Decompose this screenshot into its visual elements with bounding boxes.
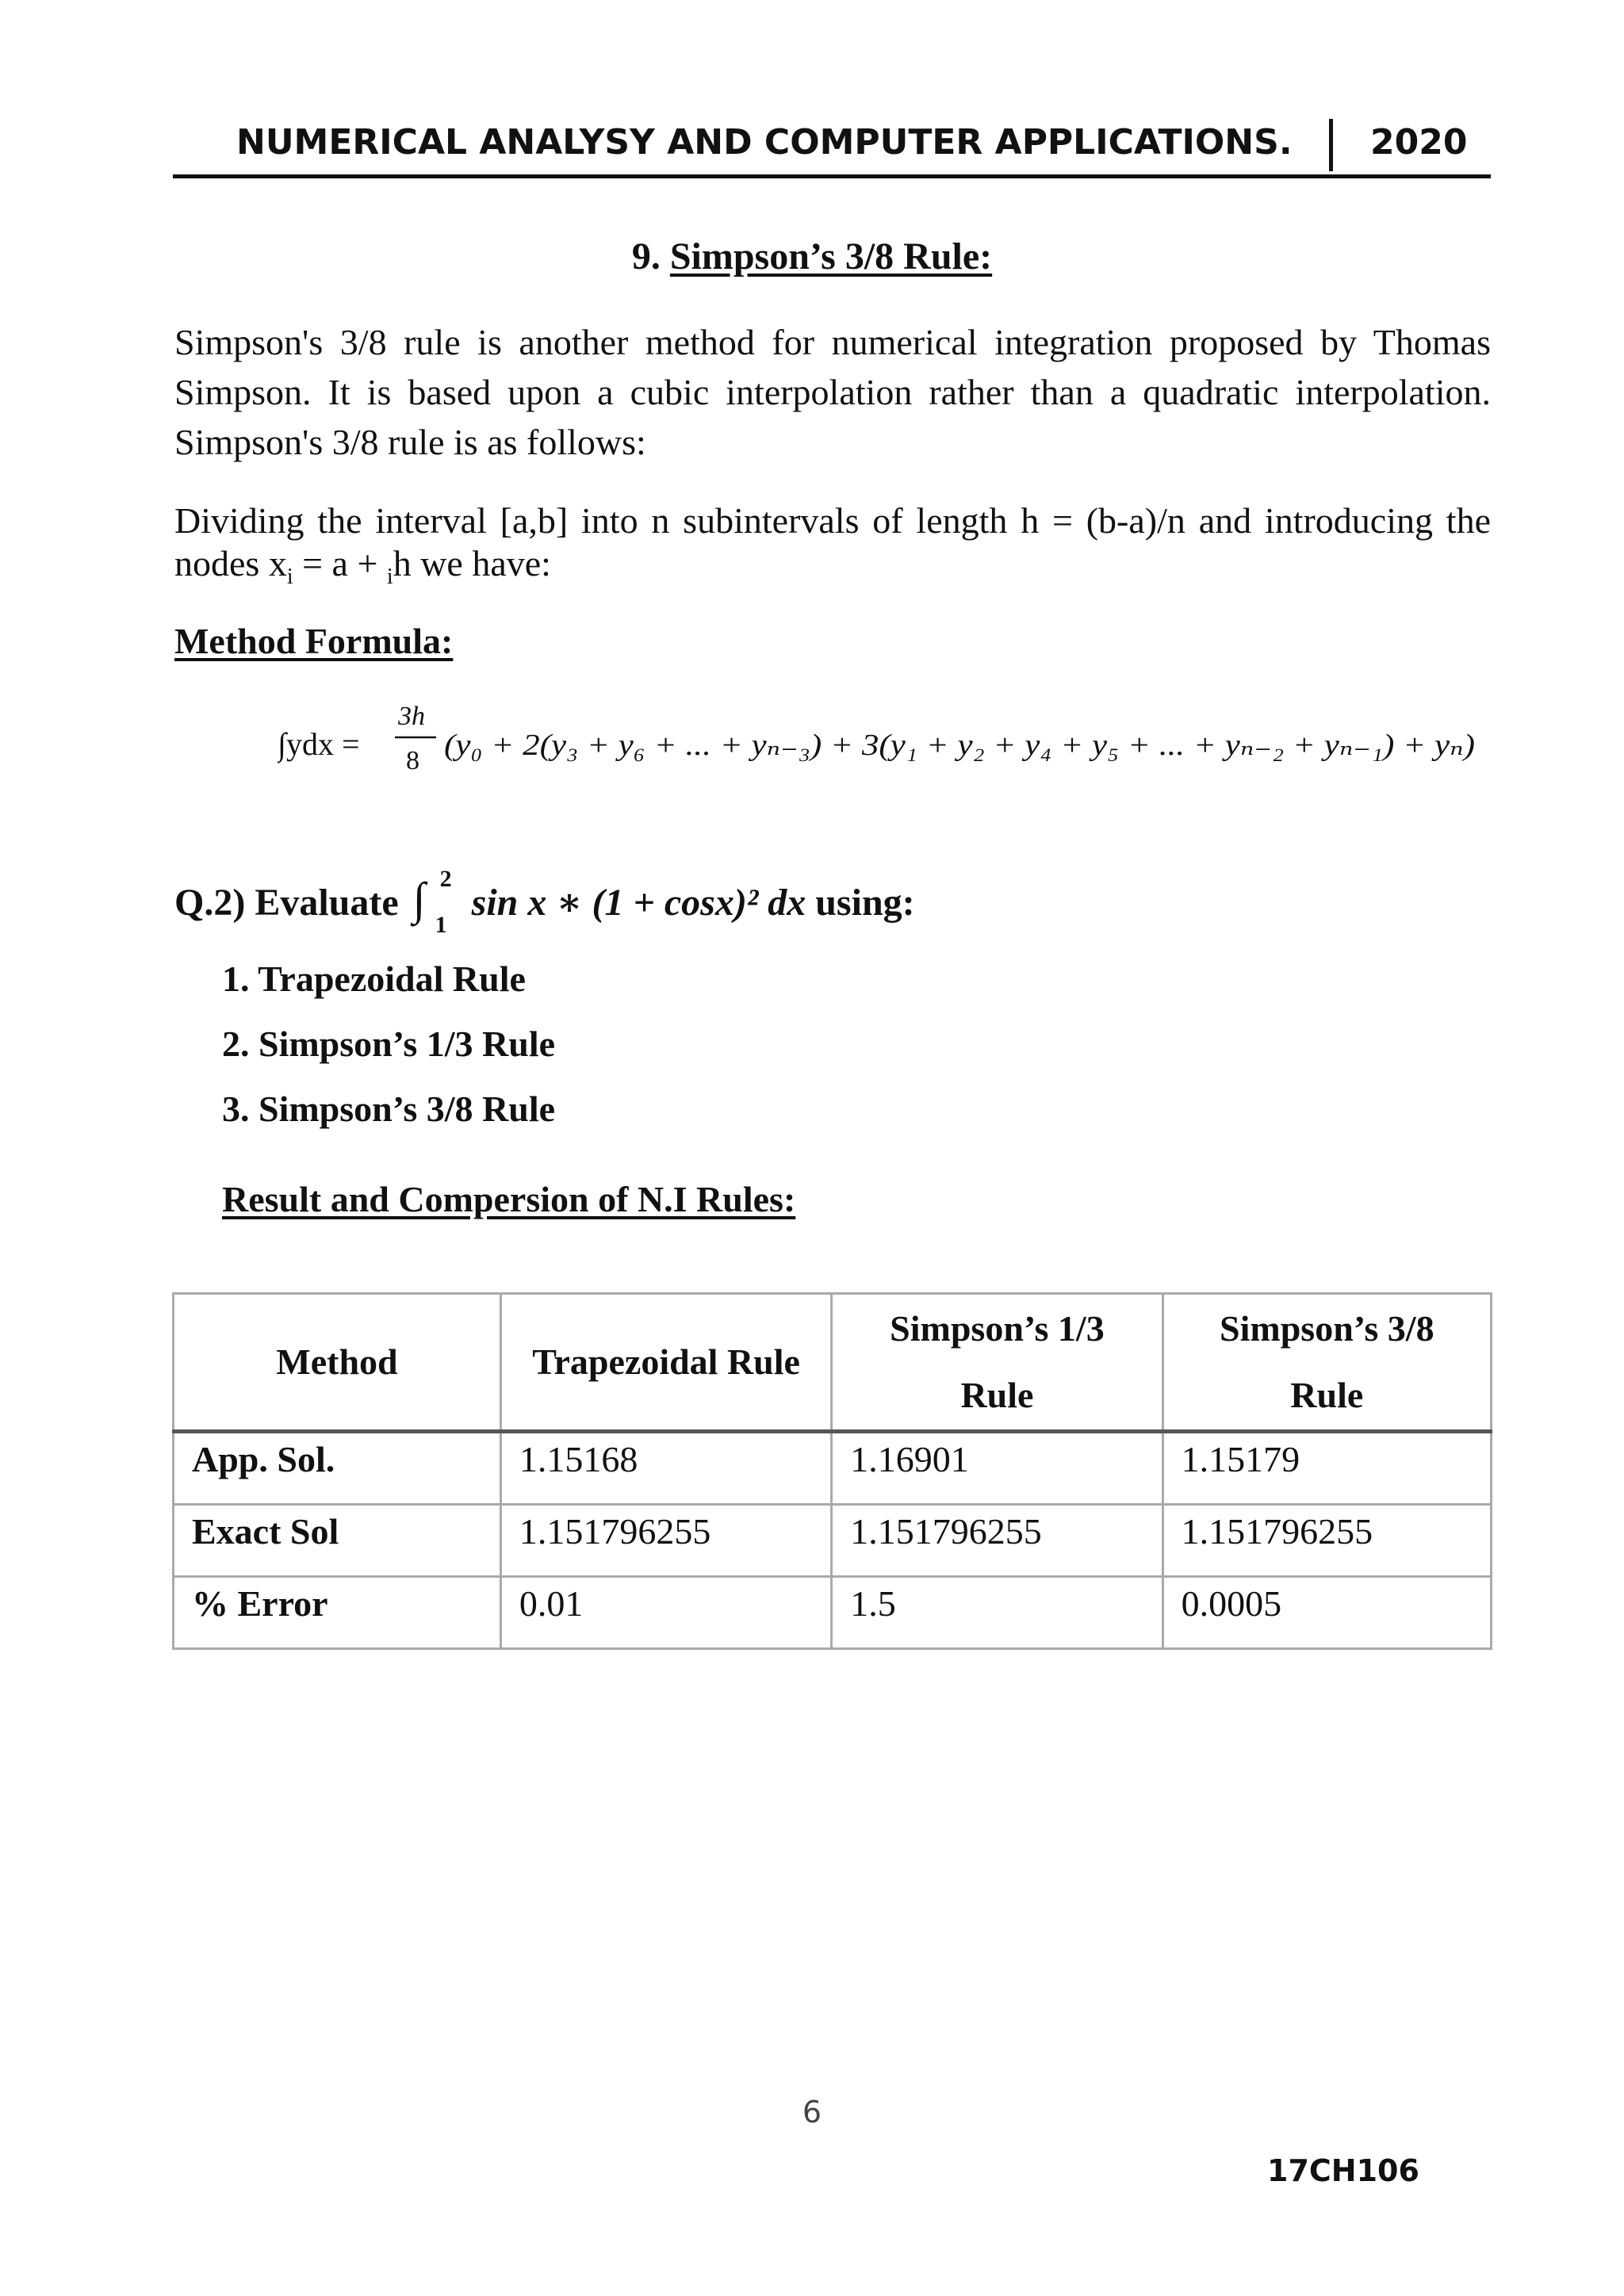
integral-upper-limit: 2 [439,866,452,892]
cell-simpson-13: 1.5 [832,1577,1162,1649]
dividing-paragraph [174,499,1491,599]
intro-line-2: Simpson. It is based upon a cubic interpolation rather than a quadratic interpolation. [174,372,1491,412]
intro-line-3: Simpson's 3/8 rule is as follows: [174,422,646,462]
header-s13-line1: Simpson’s 1/3 [890,1308,1105,1349]
table-row [174,1505,1492,1577]
question-label: Q.2) Evaluate [174,882,408,924]
intro-paragraph [174,317,1491,467]
integral-lower-limit: 1 [435,912,447,938]
table-row [174,1577,1492,1649]
row-label: App. Sol. [174,1432,501,1505]
cell-simpson-13: 1.151796255 [832,1505,1162,1577]
list-item: 2. Simpson’s 1/3 Rule [222,1024,556,1064]
formula-numerator: 3h [398,702,425,731]
intro-line-1: Simpson's 3/8 rule is another method for numerical integration proposed by Thomas [174,322,1491,362]
formula-body: (y₀ + 2(y₃ + y₆ + ... + yₙ₋₃) + 3(y₁ + y₂ + y₄ + y₅ + ... + yₙ₋₂ + yₙ₋₁) + yₙ) [444,729,1475,762]
header-simpson-38 [1162,1294,1491,1432]
method-formula-heading: Method Formula: [174,621,454,661]
cell-simpson-38: 1.15179 [1162,1432,1491,1505]
list-item: 3. Simpson’s 3/8 Rule [222,1089,556,1129]
dividing-line-1: Dividing the interval [a,b] into n subintervals of length h = (b-a)/n and introducing the [174,500,1491,541]
cell-simpson-38: 1.151796255 [1162,1505,1491,1577]
subscript-i-2: i [386,564,393,590]
cell-simpson-13: 1.16901 [832,1432,1162,1505]
nodes-text: nodes x [174,543,287,584]
we-have-text: h we have: [393,543,551,584]
row-label: % Error [174,1577,501,1649]
header-s38-line2: Rule [1290,1375,1364,1415]
header-method: Method [174,1294,501,1432]
question [174,866,915,942]
page-header [173,119,1491,178]
header-title: NUMERICAL ANALYSY AND COMPUTER APPLICATIONS. [236,122,1293,163]
formula-lhs: ∫ydx = [278,726,360,762]
definite-integral [408,866,472,942]
simpson-38-formula [278,698,1483,785]
row-label: Exact Sol [174,1505,501,1577]
header-separator [1329,119,1333,171]
cell-simpson-38: 0.0005 [1162,1577,1491,1649]
subscript-i: i [286,564,293,590]
header-year: 2020 [1370,122,1468,163]
methods-list [222,958,555,1153]
header-s38-line1: Simpson’s 3/8 [1220,1308,1434,1349]
cell-trapezoidal: 1.15168 [500,1432,831,1505]
header-simpson-13 [832,1294,1162,1432]
section-title-text: Simpson’s 3/8 Rule: [669,235,993,277]
table-header-row [174,1294,1492,1432]
question-suffix: using: [806,882,915,924]
integral-sign: ∫ [412,873,426,924]
dividing-line-2 [174,542,1491,599]
section-number: 9. [631,235,661,277]
question-expression: sin x ∗ (1 + cosx)² dx [471,882,806,924]
header-trapezoidal: Trapezoidal Rule [500,1294,831,1432]
cell-trapezoidal: 1.151796255 [500,1505,831,1577]
page-number: 6 [802,2095,822,2130]
course-code: 17CH106 [1267,2153,1419,2188]
results-heading: Result and Compersion of N.I Rules: [222,1179,796,1219]
equals-text: = a + [293,543,387,584]
cell-trapezoidal: 0.01 [500,1577,831,1649]
section-title [0,235,1624,278]
header-s13-line2: Rule [960,1375,1034,1415]
table-row [174,1432,1492,1505]
results-table [172,1292,1492,1650]
list-item: 1. Trapezoidal Rule [222,959,526,999]
formula-denominator: 8 [406,746,419,775]
